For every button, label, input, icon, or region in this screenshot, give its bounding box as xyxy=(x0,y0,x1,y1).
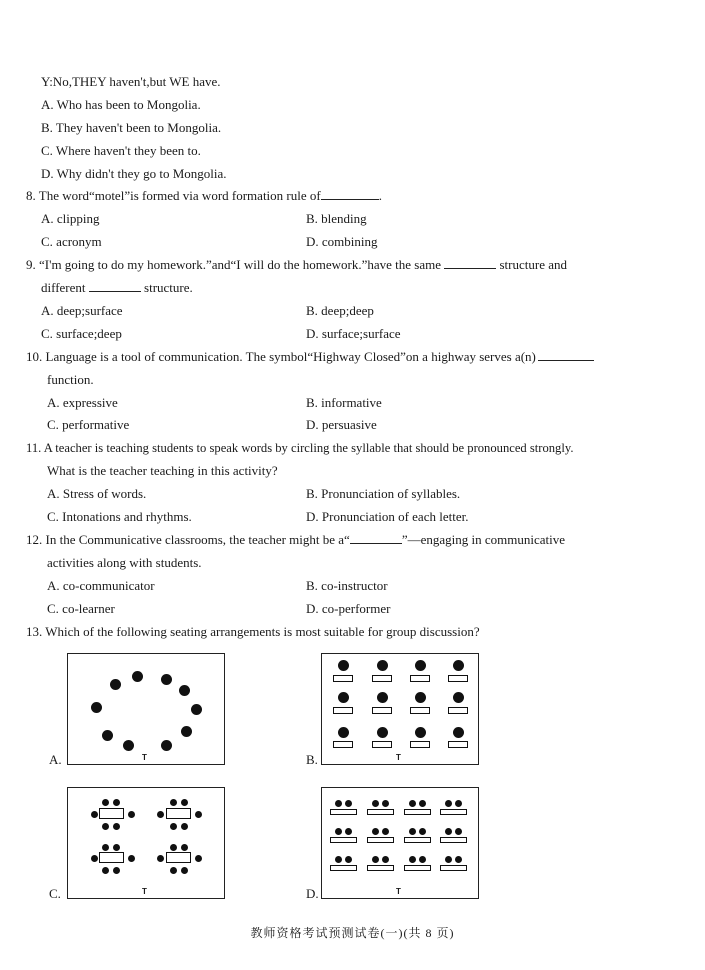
desk xyxy=(372,707,392,714)
student-seat xyxy=(132,671,143,682)
q10-stem xyxy=(26,349,594,365)
answer-blank xyxy=(89,280,141,292)
q11-option-c[interactable]: C. Intonations and rhythms. xyxy=(47,509,192,524)
teacher-mark: T xyxy=(142,753,147,762)
student-seat xyxy=(335,800,342,807)
student-seat xyxy=(345,800,352,807)
student-seat xyxy=(123,740,134,751)
student-seat xyxy=(415,660,426,671)
desk xyxy=(372,675,392,682)
student-seat xyxy=(338,727,349,738)
student-seat xyxy=(181,726,192,737)
seating-diagram-a[interactable] xyxy=(67,653,225,765)
student-seat xyxy=(335,828,342,835)
q10-option-b[interactable]: B. informative xyxy=(306,395,382,410)
student-seat xyxy=(455,856,462,863)
student-seat xyxy=(191,704,202,715)
q11-stem-cont: What is the teacher teaching in this activity? xyxy=(47,463,278,478)
student-seat xyxy=(382,800,389,807)
desk xyxy=(333,675,353,682)
q9-option-a[interactable]: A. deep;surface xyxy=(41,303,123,318)
desk xyxy=(330,809,357,815)
option-b-label[interactable]: B. xyxy=(306,752,318,767)
desk xyxy=(333,741,353,748)
q7-option-b[interactable]: B. They haven't been to Mongolia. xyxy=(41,120,222,135)
student-seat xyxy=(372,800,379,807)
desk xyxy=(330,865,357,871)
q8-stem-text: 8. The word“motel”is formed via word formation rule of xyxy=(26,188,321,203)
student-seat xyxy=(415,727,426,738)
q10-option-d[interactable]: D. persuasive xyxy=(306,417,377,432)
q9-option-c[interactable]: C. surface;deep xyxy=(41,326,122,341)
q7-option-a[interactable]: A. Who has been to Mongolia. xyxy=(41,97,201,112)
q11-option-b[interactable]: B. Pronunciation of syllables. xyxy=(306,486,461,501)
student-seat xyxy=(409,828,416,835)
student-seat xyxy=(419,856,426,863)
desk xyxy=(448,741,468,748)
seating-diagram-b[interactable] xyxy=(321,653,479,765)
q9-stem-cont xyxy=(41,280,193,296)
student-seat xyxy=(161,740,172,751)
answer-blank xyxy=(321,188,379,200)
option-d-label[interactable]: D. xyxy=(306,886,319,901)
student-seat xyxy=(382,828,389,835)
answer-blank xyxy=(444,257,496,269)
q12-option-c[interactable]: C. co-learner xyxy=(47,601,115,616)
desk xyxy=(330,837,357,843)
student-seat xyxy=(377,660,388,671)
student-seat xyxy=(338,692,349,703)
student-seat xyxy=(372,828,379,835)
seating-diagram-c[interactable] xyxy=(67,787,225,899)
q12-stem-text: 12. In the Communicative classrooms, the teacher might be a“ xyxy=(26,532,350,547)
student-seat xyxy=(110,679,121,690)
q12-stem-text-2: ”—engaging in communicative xyxy=(401,532,566,547)
answer-blank xyxy=(350,532,402,544)
option-c-label[interactable]: C. xyxy=(49,886,61,901)
desk xyxy=(372,741,392,748)
page-footer: 教师资格考试预测试卷(一)(共 8 页) xyxy=(250,926,455,940)
student-seat xyxy=(445,856,452,863)
q8-option-b[interactable]: B. blending xyxy=(306,211,367,226)
q10-stem-cont: function. xyxy=(47,372,94,387)
q11-stem: 11. A teacher is teaching students to speak words by circling the syllable that should be pronounced strongly. xyxy=(26,441,574,455)
q11-option-a[interactable]: A. Stress of words. xyxy=(47,486,147,501)
student-seat xyxy=(377,727,388,738)
teacher-mark: T xyxy=(396,887,401,896)
student-seat xyxy=(453,660,464,671)
student-seat xyxy=(179,685,190,696)
desk xyxy=(404,865,431,871)
student-seat xyxy=(377,692,388,703)
q8-option-c[interactable]: C. acronym xyxy=(41,234,102,249)
student-seat xyxy=(91,702,102,713)
q9-stem-text-2: structure and xyxy=(499,257,567,272)
desk xyxy=(448,675,468,682)
desk xyxy=(367,837,394,843)
student-seat xyxy=(453,692,464,703)
q9-stem xyxy=(26,257,567,273)
student-seat xyxy=(409,800,416,807)
desk xyxy=(440,865,467,871)
student-seat xyxy=(453,727,464,738)
q10-option-c[interactable]: C. performative xyxy=(47,417,130,432)
student-seat xyxy=(455,800,462,807)
desk xyxy=(440,809,467,815)
student-seat xyxy=(345,856,352,863)
q7-option-c[interactable]: C. Where haven't they been to. xyxy=(41,143,201,158)
q9-stem-text: 9. “I'm going to do my homework.”and“I will do the homework.”have the same xyxy=(26,257,441,272)
q9-stem-text-3: different xyxy=(41,280,86,295)
teacher-mark: T xyxy=(396,753,401,762)
q12-stem-cont: activities along with students. xyxy=(47,555,202,570)
desk xyxy=(448,707,468,714)
student-seat xyxy=(409,856,416,863)
answer-blank xyxy=(538,349,594,361)
student-seat xyxy=(338,660,349,671)
q9-option-b[interactable]: B. deep;deep xyxy=(306,303,374,318)
desk xyxy=(367,865,394,871)
q13-stem: 13. Which of the following seating arrangements is most suitable for group discussion? xyxy=(26,624,480,639)
student-seat xyxy=(445,800,452,807)
desk xyxy=(404,809,431,815)
student-seat xyxy=(419,828,426,835)
desk xyxy=(410,675,430,682)
desk xyxy=(367,809,394,815)
student-seat xyxy=(102,730,113,741)
q9-stem-text-4: structure. xyxy=(144,280,193,295)
q7-stem: Y:No,THEY haven't,but WE have. xyxy=(41,74,221,89)
student-seat xyxy=(445,828,452,835)
q10-option-a[interactable]: A. expressive xyxy=(47,395,118,410)
desk xyxy=(410,741,430,748)
q11-option-d[interactable]: D. Pronunciation of each letter. xyxy=(306,509,469,524)
desk xyxy=(404,837,431,843)
q8-option-d[interactable]: D. combining xyxy=(306,234,378,249)
student-seat xyxy=(335,856,342,863)
seating-diagram-d[interactable] xyxy=(321,787,479,899)
student-seat xyxy=(345,828,352,835)
q8-stem-end: . xyxy=(378,188,382,203)
student-seat xyxy=(382,856,389,863)
desk xyxy=(333,707,353,714)
student-seat xyxy=(161,674,172,685)
q12-stem xyxy=(26,532,565,548)
desk xyxy=(410,707,430,714)
student-seat xyxy=(419,800,426,807)
q9-option-d[interactable]: D. surface;surface xyxy=(306,326,401,341)
desk xyxy=(440,837,467,843)
q7-option-d[interactable]: D. Why didn't they go to Mongolia. xyxy=(41,166,227,181)
q12-option-a[interactable]: A. co-communicator xyxy=(47,578,155,593)
q8-stem xyxy=(26,188,382,204)
student-seat xyxy=(455,828,462,835)
student-seat xyxy=(415,692,426,703)
q12-option-d[interactable]: D. co-performer xyxy=(306,601,391,616)
q10-stem-text: 10. Language is a tool of communication. The symbol“Highway Closed”on a highway serves a(n) xyxy=(26,349,536,364)
q8-option-a[interactable]: A. clipping xyxy=(41,211,100,226)
q12-option-b[interactable]: B. co-instructor xyxy=(306,578,388,593)
option-a-label[interactable]: A. xyxy=(49,752,62,767)
student-seat xyxy=(372,856,379,863)
teacher-mark: T xyxy=(142,887,147,896)
